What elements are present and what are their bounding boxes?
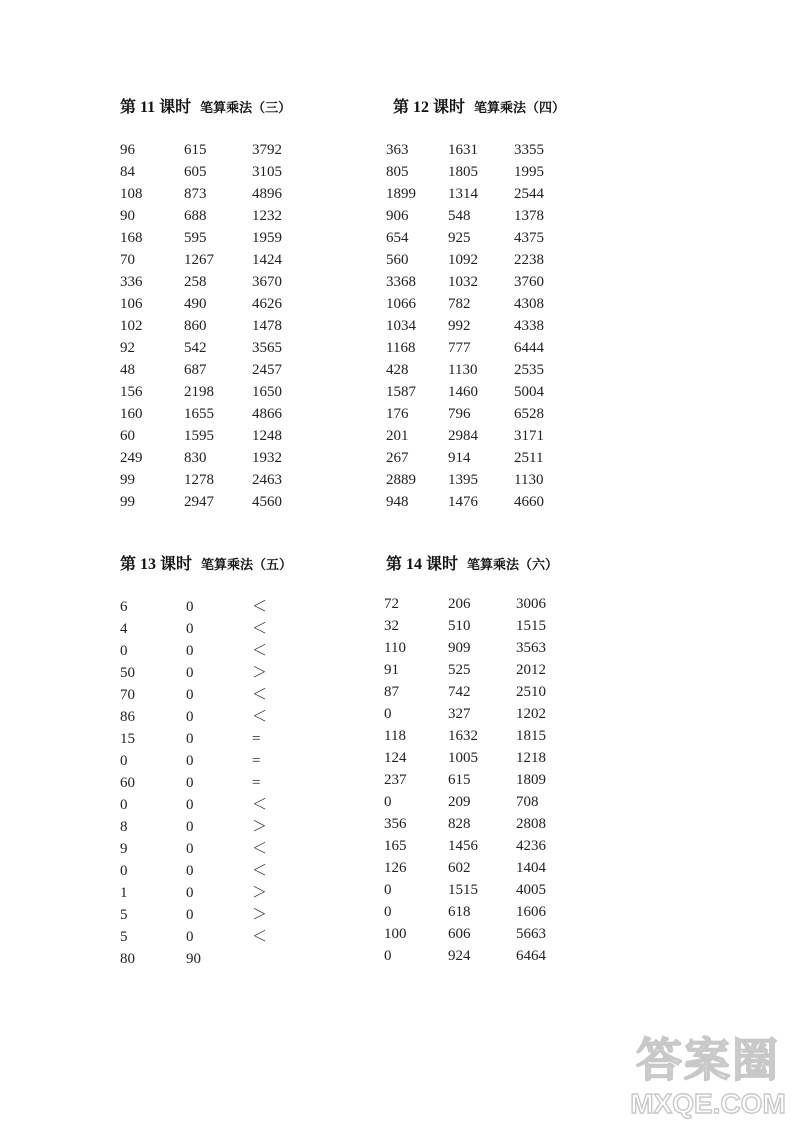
answer-value: 0: [186, 885, 194, 901]
answer-value: 1248: [252, 428, 282, 444]
answer-value: 160: [120, 406, 143, 422]
answer-value: 782: [448, 296, 471, 312]
answer-value: 0: [186, 863, 194, 879]
answer-row: [120, 596, 360, 618]
answer-value: 1032: [448, 274, 478, 290]
answer-row: [120, 139, 360, 161]
answer-row: [386, 183, 626, 205]
answer-value: 3355: [514, 142, 544, 158]
answer-value: 428: [386, 362, 409, 378]
answer-row: [120, 728, 360, 750]
answer-value: 6: [120, 599, 128, 615]
lesson-11-section: [120, 98, 360, 513]
lesson-number: 第 13 课时: [120, 556, 193, 573]
answer-row: [120, 662, 360, 684]
answer-value: 356: [384, 816, 407, 832]
answer-value: 1: [120, 885, 128, 901]
answer-value: 615: [184, 142, 207, 158]
answer-value: 209: [448, 794, 471, 810]
answer-row: [386, 249, 626, 271]
answer-value: 4005: [516, 882, 546, 898]
answer-value: 6528: [514, 406, 544, 422]
answer-value: 0: [186, 687, 194, 703]
answer-value: 924: [448, 948, 471, 964]
answer-value: 3563: [516, 640, 546, 656]
answer-row: [120, 315, 360, 337]
answer-value: =: [252, 775, 261, 791]
answer-value: 1515: [516, 618, 546, 634]
answer-row: [384, 879, 624, 901]
answer-row: [120, 227, 360, 249]
answer-row: [386, 271, 626, 293]
answer-row: [386, 381, 626, 403]
answer-value: 828: [448, 816, 471, 832]
answer-value: 2238: [514, 252, 544, 268]
answer-value: ＞: [252, 665, 268, 681]
answer-value: 606: [448, 926, 471, 942]
answer-row: [384, 813, 624, 835]
answer-value: 1267: [184, 252, 214, 268]
answer-row: [120, 381, 360, 403]
answer-row: [120, 359, 360, 381]
answer-value: 1278: [184, 472, 214, 488]
answer-row: [386, 205, 626, 227]
answer-value: 5004: [514, 384, 544, 400]
answer-value: 0: [186, 929, 194, 945]
answer-row: [386, 425, 626, 447]
answer-value: 2544: [514, 186, 544, 202]
answer-row: [120, 772, 360, 794]
answer-value: 0: [384, 882, 392, 898]
answer-row: [384, 637, 624, 659]
answer-value: 914: [448, 450, 471, 466]
answer-value: 6444: [514, 340, 544, 356]
answer-value: ＞: [252, 819, 268, 835]
answer-row: [120, 447, 360, 469]
answer-value: 201: [386, 428, 409, 444]
answer-value: 1404: [516, 860, 546, 876]
answer-value: 118: [384, 728, 406, 744]
answer-value: 4308: [514, 296, 544, 312]
answer-value: 6464: [516, 948, 546, 964]
answer-row: [120, 904, 360, 926]
answer-value: 0: [186, 599, 194, 615]
answer-row: [386, 491, 626, 513]
answer-value: 70: [120, 687, 135, 703]
answer-value: 873: [184, 186, 207, 202]
answer-value: 1202: [516, 706, 546, 722]
answer-value: 0: [186, 621, 194, 637]
answer-value: 1476: [448, 494, 478, 510]
answer-value: ＞: [252, 885, 268, 901]
answer-value: 90: [186, 951, 201, 967]
answer-value: 72: [384, 596, 399, 612]
answer-value: ＜: [252, 599, 268, 615]
answer-row: [120, 948, 360, 970]
answer-row: [384, 791, 624, 813]
answer-value: 0: [384, 706, 392, 722]
answer-value: 2511: [514, 450, 544, 466]
answer-value: 654: [386, 230, 409, 246]
lesson-topic: 笔算乘法（三）: [200, 100, 292, 115]
answer-value: 1460: [448, 384, 478, 400]
answer-value: 110: [384, 640, 406, 656]
answer-value: 490: [184, 296, 207, 312]
answer-value: 5: [120, 929, 128, 945]
answer-value: 796: [448, 406, 471, 422]
answer-value: 615: [448, 772, 471, 788]
answer-value: 108: [120, 186, 143, 202]
answer-value: 525: [448, 662, 471, 678]
answer-value: 2012: [516, 662, 546, 678]
answer-value: 99: [120, 494, 135, 510]
answer-row: [120, 860, 360, 882]
answer-value: 4: [120, 621, 128, 637]
lesson-11-answers: [120, 139, 360, 513]
answer-value: 1995: [514, 164, 544, 180]
lesson-number: 第 14 课时: [386, 556, 459, 573]
answer-value: 0: [120, 753, 128, 769]
answer-row: [120, 706, 360, 728]
answer-value: 4866: [252, 406, 282, 422]
answer-row: [120, 425, 360, 447]
answer-value: 560: [386, 252, 409, 268]
answer-value: 156: [120, 384, 143, 400]
answer-value: 15: [120, 731, 135, 747]
answer-row: [120, 618, 360, 640]
answer-value: 86: [120, 709, 135, 725]
answer-value: 1815: [516, 728, 546, 744]
lesson-13-title: [120, 555, 360, 575]
answer-row: [386, 293, 626, 315]
answer-value: 687: [184, 362, 207, 378]
answer-value: 948: [386, 494, 409, 510]
answer-value: 99: [120, 472, 135, 488]
answer-value: 1805: [448, 164, 478, 180]
answer-value: 0: [186, 731, 194, 747]
answer-value: 84: [120, 164, 135, 180]
answer-value: 90: [120, 208, 135, 224]
answer-row: [120, 293, 360, 315]
answer-value: 124: [384, 750, 407, 766]
answer-value: 48: [120, 362, 135, 378]
answer-row: [120, 205, 360, 227]
answer-value: ＜: [252, 687, 268, 703]
answer-value: 2463: [252, 472, 282, 488]
answer-value: 992: [448, 318, 471, 334]
answer-value: 102: [120, 318, 143, 334]
lesson-12-title: [386, 98, 626, 118]
answer-value: 2947: [184, 494, 214, 510]
watermark-logo-text: 答案圈: [636, 1033, 780, 1087]
answer-value: ＜: [252, 929, 268, 945]
answer-value: 2808: [516, 816, 546, 832]
answer-value: 0: [120, 863, 128, 879]
answer-value: 60: [120, 428, 135, 444]
answer-value: 1959: [252, 230, 282, 246]
answer-value: 777: [448, 340, 471, 356]
answer-value: ＜: [252, 841, 268, 857]
answer-row: [120, 403, 360, 425]
answer-value: 0: [384, 904, 392, 920]
answer-value: 618: [448, 904, 471, 920]
answer-value: 0: [120, 643, 128, 659]
answer-value: 909: [448, 640, 471, 656]
answer-value: 8: [120, 819, 128, 835]
answer-value: 3105: [252, 164, 282, 180]
answer-row: [120, 640, 360, 662]
answer-row: [386, 447, 626, 469]
answer-value: 0: [186, 643, 194, 659]
answer-value: 1631: [448, 142, 478, 158]
answer-value: 5: [120, 907, 128, 923]
answer-value: 1424: [252, 252, 282, 268]
lesson-number: 第 11 课时: [120, 99, 192, 116]
answer-value: 708: [516, 794, 539, 810]
answer-row: [120, 491, 360, 513]
answer-value: 32: [384, 618, 399, 634]
answer-value: 2889: [386, 472, 416, 488]
answer-row: [120, 882, 360, 904]
answer-value: 1655: [184, 406, 214, 422]
answer-row: [120, 337, 360, 359]
answer-value: ＞: [252, 907, 268, 923]
answer-row: [386, 469, 626, 491]
lesson-12-section: [386, 98, 626, 513]
answer-row: [120, 271, 360, 293]
answer-value: 237: [384, 772, 407, 788]
answer-value: 2457: [252, 362, 282, 378]
answer-value: ＜: [252, 797, 268, 813]
answer-row: [384, 923, 624, 945]
answer-row: [384, 901, 624, 923]
answer-row: [384, 681, 624, 703]
answer-row: [384, 835, 624, 857]
lesson-14-section: [384, 555, 624, 967]
answer-value: 860: [184, 318, 207, 334]
answer-value: 327: [448, 706, 471, 722]
answer-value: ＜: [252, 621, 268, 637]
answer-row: [386, 359, 626, 381]
answer-value: 0: [384, 948, 392, 964]
answer-value: 542: [184, 340, 207, 356]
answer-value: 60: [120, 775, 135, 791]
answer-value: 3760: [514, 274, 544, 290]
lesson-11-title: [120, 98, 360, 118]
answer-value: ＜: [252, 709, 268, 725]
answer-value: 906: [386, 208, 409, 224]
answer-row: [120, 469, 360, 491]
answer-value: 805: [386, 164, 409, 180]
answer-value: 249: [120, 450, 143, 466]
answer-value: 1478: [252, 318, 282, 334]
answer-value: 1587: [386, 384, 416, 400]
answer-value: 1456: [448, 838, 478, 854]
answer-value: 1232: [252, 208, 282, 224]
answer-value: 100: [384, 926, 407, 942]
answer-row: [384, 593, 624, 615]
answer-value: 510: [448, 618, 471, 634]
answer-row: [120, 684, 360, 706]
answer-value: 1595: [184, 428, 214, 444]
answer-value: 70: [120, 252, 135, 268]
answer-value: 548: [448, 208, 471, 224]
lesson-13-section: [120, 555, 360, 970]
answer-row: [384, 945, 624, 967]
lesson-13-answers: [120, 596, 360, 970]
answer-value: 5663: [516, 926, 546, 942]
answer-value: 0: [186, 775, 194, 791]
answer-value: 3792: [252, 142, 282, 158]
answer-value: 3565: [252, 340, 282, 356]
answer-value: 742: [448, 684, 471, 700]
watermark-logo: [622, 1034, 794, 1122]
answer-value: 1932: [252, 450, 282, 466]
answer-value: 165: [384, 838, 407, 854]
answer-value: 1899: [386, 186, 416, 202]
answer-row: [384, 659, 624, 681]
answer-row: [384, 703, 624, 725]
answer-value: 1809: [516, 772, 546, 788]
answer-value: 1092: [448, 252, 478, 268]
answer-row: [386, 227, 626, 249]
answer-value: 1606: [516, 904, 546, 920]
lesson-number: 第 12 课时: [393, 99, 466, 116]
answer-value: 605: [184, 164, 207, 180]
answer-value: 1168: [386, 340, 416, 356]
answer-value: 595: [184, 230, 207, 246]
answer-value: 4560: [252, 494, 282, 510]
answer-value: ＜: [252, 863, 268, 879]
answer-row: [384, 615, 624, 637]
answer-value: 176: [386, 406, 409, 422]
answer-value: 96: [120, 142, 135, 158]
answer-value: 4236: [516, 838, 546, 854]
answer-value: 4375: [514, 230, 544, 246]
lesson-14-title: [384, 555, 624, 575]
answer-value: 1314: [448, 186, 478, 202]
answer-value: 602: [448, 860, 471, 876]
answer-value: 126: [384, 860, 407, 876]
answer-value: 830: [184, 450, 207, 466]
answer-value: 0: [120, 797, 128, 813]
answer-value: 267: [386, 450, 409, 466]
answer-value: 1515: [448, 882, 478, 898]
answer-value: 4896: [252, 186, 282, 202]
lesson-topic: 笔算乘法（四）: [474, 100, 566, 115]
lesson-topic: 笔算乘法（五）: [201, 557, 293, 572]
answer-row: [120, 816, 360, 838]
answer-value: 4338: [514, 318, 544, 334]
answer-value: 925: [448, 230, 471, 246]
answer-value: 4660: [514, 494, 544, 510]
answer-value: 1378: [514, 208, 544, 224]
answer-row: [386, 139, 626, 161]
answer-value: 1066: [386, 296, 416, 312]
lesson-topic: 笔算乘法（六）: [467, 557, 559, 572]
answer-value: 3368: [386, 274, 416, 290]
answer-value: 0: [186, 797, 194, 813]
lesson-14-answers: [384, 593, 624, 967]
answer-row: [386, 161, 626, 183]
answer-value: ＜: [252, 643, 268, 659]
answer-value: 0: [186, 819, 194, 835]
answer-value: 1632: [448, 728, 478, 744]
answer-value: 1395: [448, 472, 478, 488]
answer-value: 3171: [514, 428, 544, 444]
answer-row: [120, 183, 360, 205]
answer-value: 0: [186, 709, 194, 725]
answer-row: [120, 249, 360, 271]
answer-value: 1130: [514, 472, 544, 488]
answer-row: [120, 794, 360, 816]
answer-value: 2510: [516, 684, 546, 700]
answer-value: 2198: [184, 384, 214, 400]
answer-row: [120, 161, 360, 183]
answer-value: =: [252, 753, 261, 769]
answer-value: 1034: [386, 318, 416, 334]
watermark-site-text: MXQE.COM: [630, 1088, 786, 1119]
answer-row: [120, 838, 360, 860]
answer-row: [384, 857, 624, 879]
answer-row: [120, 926, 360, 948]
answer-row: [386, 403, 626, 425]
answer-value: 80: [120, 951, 135, 967]
answer-value: 2984: [448, 428, 478, 444]
answer-value: 168: [120, 230, 143, 246]
answer-value: 3006: [516, 596, 546, 612]
answer-value: 0: [384, 794, 392, 810]
answer-value: 1005: [448, 750, 478, 766]
answer-row: [384, 725, 624, 747]
answer-value: 4626: [252, 296, 282, 312]
answer-value: 0: [186, 753, 194, 769]
answer-value: 106: [120, 296, 143, 312]
answer-value: 1130: [448, 362, 478, 378]
answer-value: 9: [120, 841, 128, 857]
answer-value: 50: [120, 665, 135, 681]
answer-row: [386, 337, 626, 359]
answer-value: 0: [186, 665, 194, 681]
answer-value: 3670: [252, 274, 282, 290]
answer-value: 92: [120, 340, 135, 356]
answer-value: 336: [120, 274, 143, 290]
answer-row: [384, 747, 624, 769]
answer-value: 206: [448, 596, 471, 612]
answer-value: 2535: [514, 362, 544, 378]
answer-value: 1650: [252, 384, 282, 400]
answer-value: 258: [184, 274, 207, 290]
answer-row: [384, 769, 624, 791]
answer-value: 91: [384, 662, 399, 678]
answer-value: 1218: [516, 750, 546, 766]
answer-value: =: [252, 731, 261, 747]
lesson-12-answers: [386, 139, 626, 513]
answer-value: 363: [386, 142, 409, 158]
answer-value: 87: [384, 684, 399, 700]
answer-value: 688: [184, 208, 207, 224]
answer-value: 0: [186, 841, 194, 857]
answer-row: [386, 315, 626, 337]
answer-value: 0: [186, 907, 194, 923]
answer-row: [120, 750, 360, 772]
